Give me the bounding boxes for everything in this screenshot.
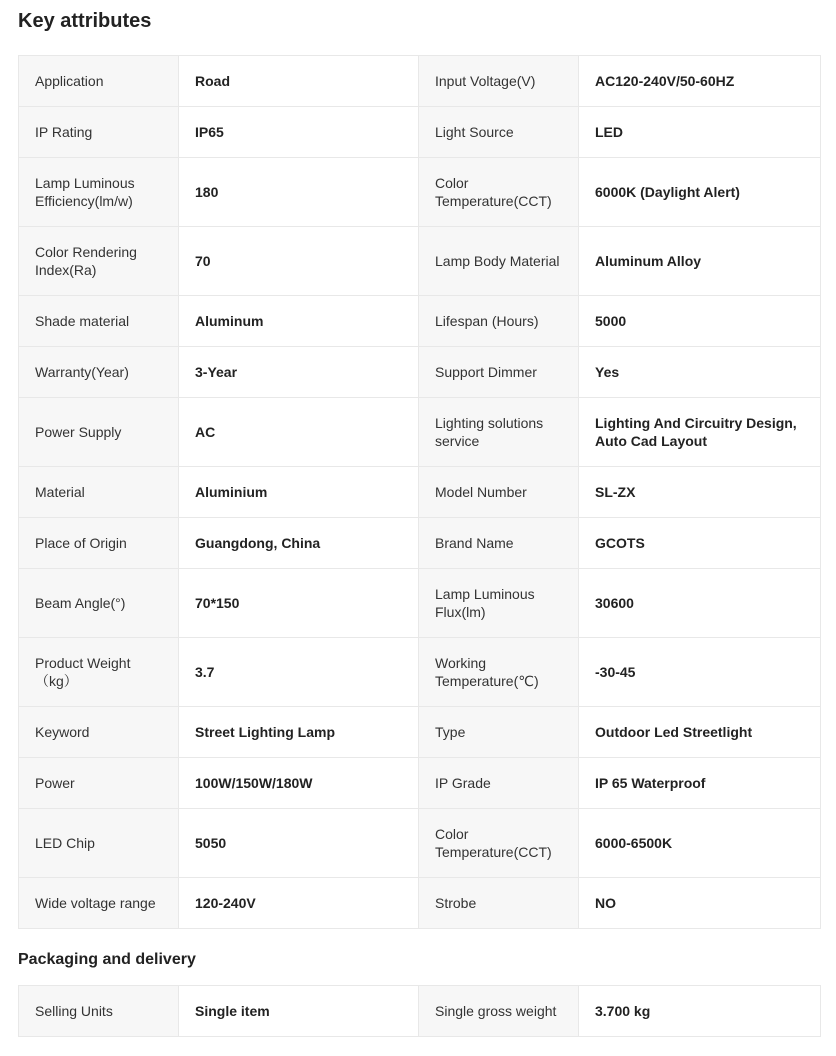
table-row (19, 518, 821, 569)
attribute-label: Material (19, 467, 179, 518)
table-row (19, 56, 821, 107)
packaging-table (18, 985, 821, 1037)
attribute-value: Street Lighting Lamp (179, 707, 419, 758)
attribute-label: IP Grade (419, 758, 579, 809)
attribute-value: GCOTS (579, 518, 821, 569)
attribute-value: 6000K (Daylight Alert) (579, 158, 821, 227)
attribute-value: 180 (179, 158, 419, 227)
attribute-value: 100W/150W/180W (179, 758, 419, 809)
attribute-value: Guangdong, China (179, 518, 419, 569)
attribute-value: AC120-240V/50-60HZ (579, 56, 821, 107)
attribute-label: Lamp Luminous Flux(lm) (419, 569, 579, 638)
attribute-label: Place of Origin (19, 518, 179, 569)
attribute-label: Input Voltage(V) (419, 56, 579, 107)
attribute-label: Warranty(Year) (19, 347, 179, 398)
table-row (19, 986, 821, 1037)
attribute-value: Aluminum Alloy (579, 227, 821, 296)
packaging-title: Packaging and delivery (18, 951, 196, 968)
attribute-label: Lifespan (Hours) (419, 296, 579, 347)
attribute-label: Power (19, 758, 179, 809)
attribute-label: Lamp Body Material (419, 227, 579, 296)
attribute-value: Outdoor Led Streetlight (579, 707, 821, 758)
table-row (19, 347, 821, 398)
attribute-value: Yes (579, 347, 821, 398)
attribute-label: Model Number (419, 467, 579, 518)
attribute-label: Light Source (419, 107, 579, 158)
attribute-value: Single item (179, 986, 419, 1037)
attribute-label: Lighting solutions service (419, 398, 579, 467)
table-row (19, 467, 821, 518)
attribute-value: 5050 (179, 809, 419, 878)
attribute-value: IP 65 Waterproof (579, 758, 821, 809)
attribute-label: Single gross weight (419, 986, 579, 1037)
attribute-label: Wide voltage range (19, 878, 179, 929)
table-row (19, 107, 821, 158)
table-row (19, 398, 821, 467)
attribute-label: Color Temperature(CCT) (419, 809, 579, 878)
attribute-value: Road (179, 56, 419, 107)
table-row (19, 296, 821, 347)
key-attributes-table (18, 55, 821, 929)
table-row (19, 227, 821, 296)
attribute-value: IP65 (179, 107, 419, 158)
attribute-label: Working Temperature(℃) (419, 638, 579, 707)
attribute-label: Color Rendering Index(Ra) (19, 227, 179, 296)
attribute-label: Brand Name (419, 518, 579, 569)
attribute-label: IP Rating (19, 107, 179, 158)
table-row (19, 758, 821, 809)
attribute-label: LED Chip (19, 809, 179, 878)
attribute-value: 70 (179, 227, 419, 296)
table-row (19, 569, 821, 638)
attribute-label: Product Weight （kg） (19, 638, 179, 707)
table-row (19, 809, 821, 878)
attribute-value: Aluminium (179, 467, 419, 518)
attribute-label: Shade material (19, 296, 179, 347)
attribute-value: 5000 (579, 296, 821, 347)
attribute-label: Color Temperature(CCT) (419, 158, 579, 227)
attribute-value: NO (579, 878, 821, 929)
attribute-label: Power Supply (19, 398, 179, 467)
attribute-value: LED (579, 107, 821, 158)
attribute-value: 6000-6500K (579, 809, 821, 878)
table-row (19, 158, 821, 227)
attribute-label: Keyword (19, 707, 179, 758)
attribute-label: Support Dimmer (419, 347, 579, 398)
attribute-value: Lighting And Circuitry Design, Auto Cad Layout (579, 398, 821, 467)
attribute-value: 70*150 (179, 569, 419, 638)
attribute-label: Beam Angle(°) (19, 569, 179, 638)
attribute-value: SL-ZX (579, 467, 821, 518)
attribute-value: 120-240V (179, 878, 419, 929)
attribute-value: 3.700 kg (579, 986, 821, 1037)
table-row (19, 638, 821, 707)
attribute-value: Aluminum (179, 296, 419, 347)
table-row (19, 707, 821, 758)
attribute-label: Strobe (419, 878, 579, 929)
attribute-value: 3.7 (179, 638, 419, 707)
table-row (19, 878, 821, 929)
attribute-value: AC (179, 398, 419, 467)
attribute-label: Selling Units (19, 986, 179, 1037)
attribute-value: -30-45 (579, 638, 821, 707)
key-attributes-title: Key attributes (18, 10, 152, 32)
attribute-label: Type (419, 707, 579, 758)
attribute-label: Application (19, 56, 179, 107)
attribute-label: Lamp Luminous Efficiency(lm/w) (19, 158, 179, 227)
attribute-value: 30600 (579, 569, 821, 638)
attribute-value: 3-Year (179, 347, 419, 398)
